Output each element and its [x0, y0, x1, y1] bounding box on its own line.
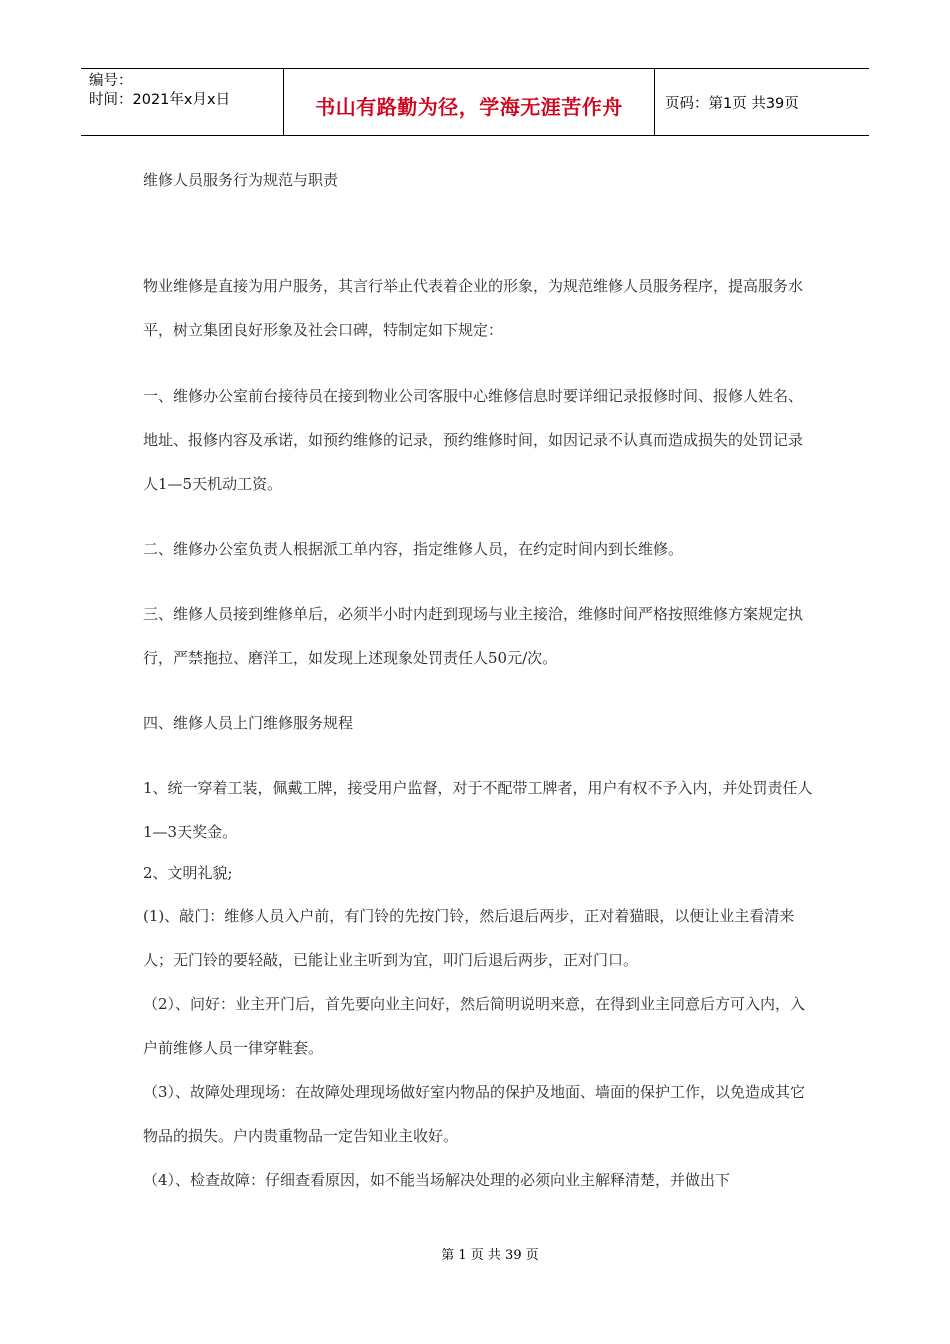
- paragraph-step-2: （2）、问好：业主开门后，首先要向业主问好，然后简明说明来意，在得到业主同意后方可入内，入户前维修人员一律穿鞋套。: [143, 995, 806, 1057]
- paragraph-item-1: 一、维修办公室前台接待员在接到物业公司客服中心维修信息时要详细记录报修时间、报修人姓名、地址、报修内容及承诺，如预约维修的记录，预约维修时间，如因记录不认真而造成损失的处罚记录人1—5天机动工资。: [143, 387, 804, 493]
- paragraph-step-4: （4）、检查故障：仔细查看原因，如不能当场解决处理的必须向业主解释清楚，并做出下: [143, 1171, 731, 1189]
- page-info-text: 页码：第1页 共39页: [665, 95, 799, 112]
- header-motto-cell: [283, 69, 655, 135]
- paragraph-intro: 物业维修是直接为用户服务，其言行举止代表着企业的形象，为规范维修人员服务程序，提高服务水平，树立集团良好形象及社会口碑，特制定如下规定：: [143, 277, 804, 339]
- page-footer: [0, 1244, 950, 1263]
- paragraph-sub-2: 2、文明礼貌;: [143, 864, 233, 882]
- paragraph-item-3: 三、维修人员接到维修单后，必须半小时内赶到现场与业主接洽，维修时间严格按照维修方案规定执行，严禁拖拉、磨洋工，如发现上述现象处罚责任人50元/次。: [143, 605, 804, 667]
- number-label: 编号：: [89, 73, 133, 89]
- paragraph-step-1: (1)、敲门：维修人员入户前，有门铃的先按门铃，然后退后两步，正对着猫眼，以便让业主看清来人；无门铃的要轻敲，已能让业主听到为宜，叩门后退后两步，正对门口。: [143, 907, 795, 969]
- paragraph-sub-1: 1、统一穿着工装，佩戴工牌，接受用户监督，对于不配带工牌者，用户有权不予入内，并处罚责任人1—3天奖金。: [143, 779, 813, 841]
- header-meta: [81, 69, 283, 135]
- page-footer-text: 第 1 页 共 39 页: [441, 1248, 539, 1263]
- header-page-info: [655, 69, 869, 135]
- document-body: [143, 158, 813, 1202]
- paragraph-step-3: （3）、故障处理现场：在故障处理现场做好室内物品的保护及地面、墙面的保护工作，以免造成其它物品的损失。户内贵重物品一定告知业主收好。: [143, 1083, 806, 1145]
- document-title: 维修人员服务行为规范与职责: [143, 171, 339, 189]
- document-header: [81, 68, 869, 136]
- paragraph-item-4: 四、维修人员上门维修服务规程: [143, 714, 354, 732]
- paragraph-item-2: 二、维修办公室负责人根据派工单内容，指定维修人员，在约定时间内到长维修。: [143, 540, 684, 558]
- time-label: 时间：2021年x月x日: [89, 92, 231, 108]
- motto-text: 书山有路勤为径，学海无涯苦作舟: [315, 94, 623, 119]
